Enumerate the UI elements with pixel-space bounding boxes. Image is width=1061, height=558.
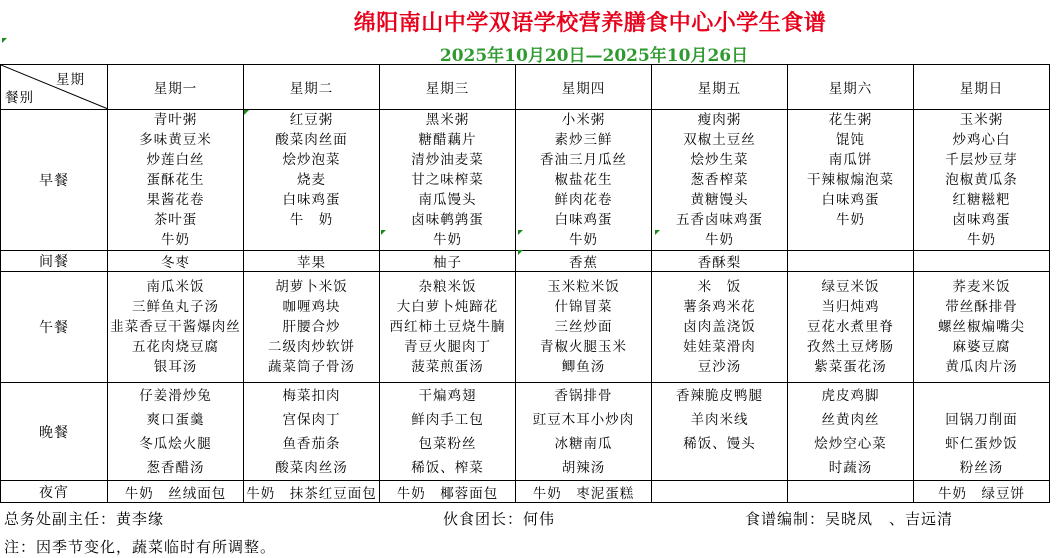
- footer-director: 总务处副主任：黄李缘: [4, 510, 165, 528]
- dish-list: [516, 384, 651, 480]
- dish-item: 稀饭、榨菜: [411, 459, 484, 476]
- dish-item: 白味鸡蛋: [554, 212, 613, 228]
- dish-item: 双椒土豆丝: [683, 132, 756, 148]
- dish-item: 包菜粉丝: [418, 435, 477, 452]
- dish-item: 卤肉盖浇饭: [683, 319, 756, 335]
- dish-list: [652, 277, 787, 377]
- day-header: 星期六: [788, 65, 914, 110]
- dish-item: 青叶粥: [153, 112, 198, 128]
- dish-item: 稀饭、馒头: [683, 435, 756, 452]
- dish-item: 泡椒黄瓜条: [945, 172, 1018, 188]
- dish-item: 羊肉米线: [690, 411, 749, 428]
- dish-item: 孜然土豆烤肠: [807, 339, 894, 355]
- snack-cell: 柚子: [380, 251, 516, 272]
- dish-item: 绿豆米饭: [821, 279, 880, 295]
- day-header: 星期三: [380, 65, 516, 110]
- meal-label-snack: 间餐: [1, 251, 108, 272]
- dish-list: [516, 277, 651, 377]
- dish-item: 烧麦: [297, 172, 326, 188]
- lunch-cell: [244, 272, 380, 383]
- dish-list: [108, 384, 243, 480]
- dish-list: [914, 384, 1049, 480]
- comment-marker-icon: [381, 230, 386, 235]
- dinner-cell: [380, 383, 516, 481]
- dish-item: 牛奶: [967, 232, 996, 248]
- dish-item: 梅菜扣肉: [282, 387, 341, 404]
- breakfast-row: [1, 110, 1050, 251]
- dish-item: 素炒三鲜: [554, 132, 613, 148]
- dish-item: 牛奶: [433, 232, 462, 248]
- dish-item: 带丝酥排骨: [945, 299, 1018, 315]
- dish-list: [652, 110, 787, 250]
- dish-item: 干辣椒煽泡菜: [807, 172, 894, 188]
- dish-item: 五花肉烧豆腐: [132, 339, 219, 355]
- snack-cell: [914, 251, 1050, 272]
- dish-item: 牛奶: [705, 232, 734, 248]
- dish-item: 菠菜煎蛋汤: [411, 359, 484, 375]
- night-cell: 牛奶 丝绒面包: [108, 481, 244, 503]
- dish-item: 麻婆豆腐: [952, 339, 1011, 355]
- dish-item: [244, 230, 379, 250]
- dish-item: 果酱花卷: [146, 192, 205, 208]
- meal-label-night: 夜宵: [1, 481, 108, 503]
- dish-list: [380, 110, 515, 250]
- dish-item: 时蔬汤: [828, 459, 873, 476]
- footer-compiler: 食谱编制：吴晓凤 、吉远清: [745, 510, 954, 528]
- day-header: 星期五: [652, 65, 788, 110]
- night-cell: 牛奶 抹茶红豆面包: [244, 481, 380, 503]
- footer-chef: 伙食团长：何伟: [443, 510, 556, 528]
- dish-item: 豆花水煮里脊: [807, 319, 894, 335]
- dish-item: 青豆火腿肉丁: [404, 339, 491, 355]
- dish-item: 虾仁蛋炒饭: [945, 435, 1018, 452]
- breakfast-cell: [380, 110, 516, 251]
- dish-item: 干煸鸡翅: [418, 387, 477, 404]
- dish-item: 西红柿土豆烧牛腩: [389, 319, 506, 335]
- dish-item: 鱼香茄条: [282, 435, 341, 452]
- dish-list: [244, 110, 379, 250]
- comment-marker-icon: [244, 110, 249, 115]
- dish-item: 瘦肉粥: [697, 112, 742, 128]
- night-cell: 牛奶 枣泥蛋糕: [516, 481, 652, 503]
- night-cell: 牛奶 绿豆饼: [914, 481, 1050, 503]
- dish-item: 仔姜滑炒兔: [139, 387, 212, 404]
- dish-item: 千层炒豆芽: [945, 152, 1018, 168]
- dish-item: 冬瓜烩火腿: [139, 435, 212, 452]
- breakfast-cell: [108, 110, 244, 251]
- dinner-cell: [516, 383, 652, 481]
- dish-item: 肝腰合炒: [282, 319, 341, 335]
- dish-item: 什锦冒菜: [554, 299, 613, 315]
- dish-item: 南瓜米饭: [146, 279, 205, 295]
- dish-item: 二级肉炒软饼: [268, 339, 355, 355]
- dish-list: [788, 110, 913, 250]
- day-header: 星期日: [914, 65, 1050, 110]
- dish-item: 牛 奶: [289, 212, 334, 228]
- dish-item: 酸菜肉丝汤: [275, 459, 348, 476]
- dish-item: 蔬菜筒子骨汤: [268, 359, 355, 375]
- dish-item: 南瓜馒头: [418, 192, 477, 208]
- dish-item: 丝黄肉丝: [821, 411, 880, 428]
- dish-item: 花生粥: [828, 112, 873, 128]
- dish-item: 牛奶: [836, 212, 865, 228]
- lunch-cell: [108, 272, 244, 383]
- comment-marker-icon: [518, 250, 523, 255]
- dish-item: 青椒火腿玉米: [540, 339, 627, 355]
- dinner-cell: [914, 383, 1050, 481]
- dish-item: 香辣脆皮鸭腿: [676, 387, 763, 404]
- dish-item: 银耳汤: [153, 359, 198, 375]
- breakfast-cell: [244, 110, 380, 251]
- dish-item: 白味鸡蛋: [821, 192, 880, 208]
- lunch-cell: [788, 272, 914, 383]
- day-header: 星期二: [244, 65, 380, 110]
- dish-item: 葱香榨菜: [690, 172, 749, 188]
- dish-list: [788, 384, 913, 480]
- snack-cell: 香蕉: [516, 251, 652, 272]
- dish-item: 甘之味榨菜: [411, 172, 484, 188]
- meal-label-lunch: 午餐: [1, 272, 108, 383]
- page-title: 绵阳南山中学双语学校营养膳食中心小学生食谱: [353, 10, 827, 36]
- dish-item: 韭菜香豆干酱爆肉丝: [110, 319, 241, 335]
- dish-item: 娃娃菜滑肉: [683, 339, 756, 355]
- dinner-cell: [244, 383, 380, 481]
- dish-item: 南瓜饼: [828, 152, 873, 168]
- breakfast-cell: [516, 110, 652, 251]
- dish-item: 牛奶: [569, 232, 598, 248]
- dish-item: [788, 230, 913, 250]
- dish-list: [914, 277, 1049, 377]
- day-header: 星期一: [108, 65, 244, 110]
- dish-item: 红糖糍粑: [952, 192, 1011, 208]
- corner-meal-label: 餐别: [5, 90, 34, 106]
- breakfast-cell: [788, 110, 914, 251]
- dish-item: 三鲜鱼丸子汤: [132, 299, 219, 315]
- dish-list: [652, 384, 787, 480]
- dish-item: 烩炒空心菜: [814, 435, 887, 452]
- dish-item: 馄饨: [836, 132, 865, 148]
- dish-item: 粉丝汤: [959, 459, 1004, 476]
- dish-item: 香锅排骨: [554, 387, 613, 404]
- dish-item: 蛋酥花生: [146, 172, 205, 188]
- dinner-cell: [788, 383, 914, 481]
- menu-table: [0, 64, 1050, 503]
- breakfast-cell: [652, 110, 788, 251]
- dish-item: 清炒油麦菜: [411, 152, 484, 168]
- dish-list: [380, 277, 515, 377]
- snack-cell: 苹果: [244, 251, 380, 272]
- dish-item: 爽口蛋羹: [146, 411, 205, 428]
- day-header: 星期四: [516, 65, 652, 110]
- dish-item: 鲜肉手工包: [411, 411, 484, 428]
- lunch-cell: [652, 272, 788, 383]
- dish-item: 白味鸡蛋: [282, 192, 341, 208]
- dish-item: 黄瓜肉片汤: [945, 359, 1018, 375]
- dish-item: 荞麦米饭: [952, 279, 1011, 295]
- dish-item: 炒莲白丝: [146, 152, 205, 168]
- header-row: [1, 65, 1050, 110]
- night-cell: [652, 481, 788, 503]
- dish-item: 卤味鸡蛋: [952, 212, 1011, 228]
- dish-item: 螺丝椒煸嘴尖: [938, 319, 1025, 335]
- dish-list: [108, 277, 243, 377]
- footer-note: 注：因季节变化，蔬菜临时有所调整。: [4, 538, 277, 556]
- dish-item: 胡萝卜米饭: [275, 279, 348, 295]
- dish-item: 虎皮鸡脚: [821, 387, 880, 404]
- snack-cell: 冬枣: [108, 251, 244, 272]
- dish-item: 烩炒生菜: [690, 152, 749, 168]
- dish-item: 胡辣汤: [561, 459, 606, 476]
- dish-item: [914, 384, 1049, 408]
- dish-item: 杂粮米饭: [418, 279, 477, 295]
- snack-cell: 香酥梨: [652, 251, 788, 272]
- dish-item: 咖喱鸡块: [282, 299, 341, 315]
- dish-item: 鲜肉花卷: [554, 192, 613, 208]
- lunch-cell: [380, 272, 516, 383]
- dinner-cell: [652, 383, 788, 481]
- comment-marker-icon: [655, 230, 660, 235]
- comment-marker-icon: [518, 230, 523, 235]
- dish-item: 黑米粥: [425, 112, 470, 128]
- breakfast-cell: [914, 110, 1050, 251]
- dish-item: 烩炒泡菜: [282, 152, 341, 168]
- dish-item: 牛奶: [161, 232, 190, 248]
- lunch-row: [1, 272, 1050, 383]
- night-cell: 牛奶 椰蓉面包: [380, 481, 516, 503]
- dish-list: [914, 110, 1049, 250]
- dish-item: 宫保肉丁: [282, 411, 341, 428]
- dish-item: 葱香醋汤: [146, 459, 205, 476]
- night-cell: [788, 481, 914, 503]
- dish-item: 小米粥: [561, 112, 606, 128]
- corner-day-label: 星期: [56, 72, 85, 88]
- dish-item: 卤味鹌鹑蛋: [411, 212, 484, 228]
- dish-list: [108, 110, 243, 250]
- dish-item: 当归炖鸡: [821, 299, 880, 315]
- dish-list: [380, 384, 515, 480]
- meal-label-dinner: 晚餐: [1, 383, 108, 481]
- dish-item: 茶叶蛋: [153, 212, 198, 228]
- dish-item: 椒盐花生: [554, 172, 613, 188]
- dinner-row: [1, 383, 1050, 481]
- snack-cell: [788, 251, 914, 272]
- lunch-cell: [516, 272, 652, 383]
- dish-list: [244, 277, 379, 377]
- dish-item: 香油三月瓜丝: [540, 152, 627, 168]
- dish-item: 回锅刀削面: [945, 411, 1018, 428]
- dish-item: 玉米粥: [959, 112, 1004, 128]
- comment-marker-icon: [2, 38, 7, 43]
- dish-item: 糖醋藕片: [418, 132, 477, 148]
- dish-item: 薯条鸡米花: [683, 299, 756, 315]
- dish-item: 玉米粒米饭: [547, 279, 620, 295]
- dish-item: 红豆粥: [289, 112, 334, 128]
- dish-item: 五香卤味鸡蛋: [676, 212, 763, 228]
- dish-item: 豆沙汤: [697, 359, 742, 375]
- dish-list: [516, 110, 651, 250]
- dish-item: 大白萝卜炖蹄花: [396, 299, 499, 315]
- dish-item: 米 饭: [697, 279, 742, 295]
- date-range: 2025年10月20日—2025年10月26日: [439, 46, 749, 66]
- night-row: [1, 481, 1050, 503]
- meal-label-breakfast: 早餐: [1, 110, 108, 251]
- dish-item: 黄糖馒头: [690, 192, 749, 208]
- dish-item: 紫菜蛋花汤: [814, 359, 887, 375]
- dish-item: 酸菜肉丝面: [275, 132, 348, 148]
- dish-list: [244, 384, 379, 480]
- dish-item: 豇豆木耳小炒肉: [532, 411, 635, 428]
- dish-item: 多味黄豆米: [139, 132, 212, 148]
- dish-list: [788, 277, 913, 377]
- dish-item: 冰糖南瓜: [554, 435, 613, 452]
- snack-row: [1, 251, 1050, 272]
- dish-item: 炒鸡心白: [952, 132, 1011, 148]
- lunch-cell: [914, 272, 1050, 383]
- dish-item: 鲫鱼汤: [561, 359, 606, 375]
- dish-item: [652, 456, 787, 480]
- corner-cell: [1, 65, 108, 110]
- dish-item: 三丝炒面: [554, 319, 613, 335]
- dinner-cell: [108, 383, 244, 481]
